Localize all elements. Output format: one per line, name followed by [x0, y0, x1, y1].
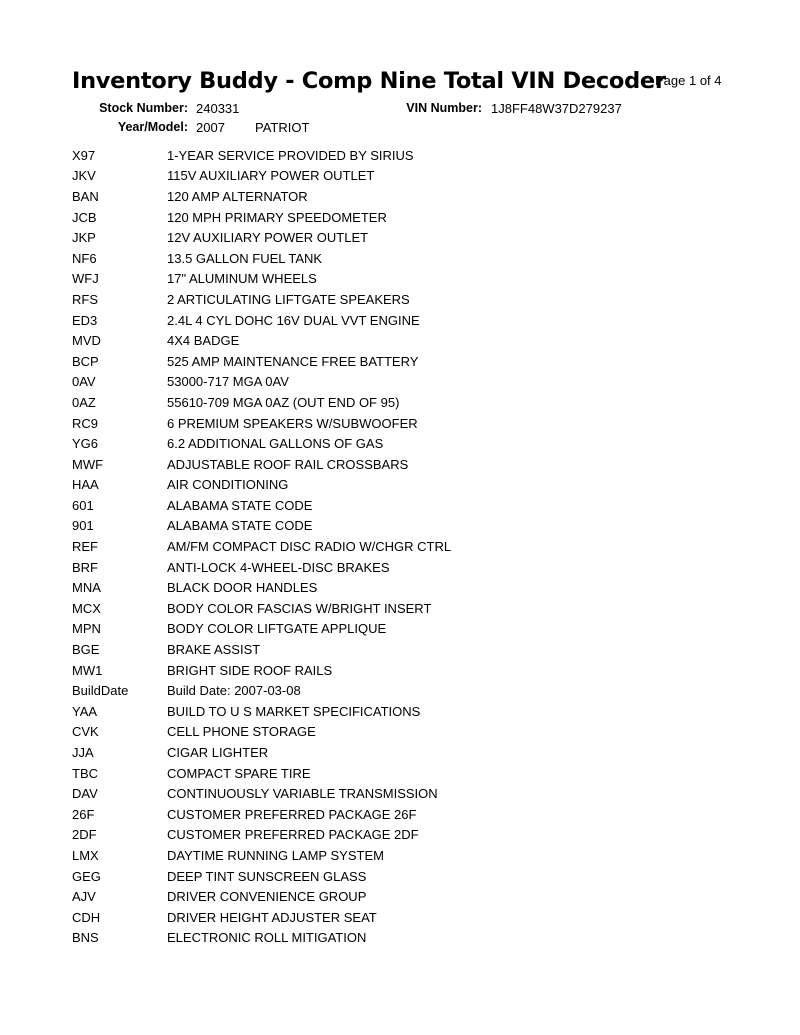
- option-description: ALABAMA STATE CODE: [167, 497, 313, 513]
- option-row: [72, 330, 451, 351]
- option-row: [72, 269, 451, 290]
- option-row: [72, 372, 451, 393]
- option-description: BLACK DOOR HANDLES: [167, 580, 318, 596]
- option-code: BRF: [72, 559, 98, 575]
- option-description: ALABAMA STATE CODE: [167, 518, 313, 534]
- option-code: MPN: [72, 621, 101, 637]
- option-description: 53000-717 MGA 0AV: [167, 374, 289, 390]
- option-code: BAN: [72, 188, 99, 204]
- option-description: BODY COLOR LIFTGATE APPLIQUE: [167, 621, 387, 637]
- option-row: [72, 145, 451, 166]
- option-row: [72, 495, 451, 516]
- option-description: BUILD TO U S MARKET SPECIFICATIONS: [167, 703, 421, 719]
- option-code-list: [72, 145, 451, 948]
- vin-number-value: 1J8FF48W37D279237: [491, 101, 622, 116]
- option-code: REF: [72, 539, 98, 555]
- option-description: 55610-709 MGA 0AZ (OUT END OF 95): [167, 394, 400, 410]
- document-title: Inventory Buddy - Comp Nine Total VIN Decoder: [72, 68, 666, 94]
- option-code: DAV: [72, 786, 98, 802]
- option-code: WFJ: [72, 271, 99, 287]
- option-row: [72, 289, 451, 310]
- option-code: RFS: [72, 291, 98, 307]
- option-code: MCX: [72, 600, 101, 616]
- option-row: [72, 516, 451, 537]
- option-row: [72, 536, 451, 557]
- option-description: 2 ARTICULATING LIFTGATE SPEAKERS: [167, 291, 410, 307]
- option-code: MVD: [72, 333, 101, 349]
- option-code: CVK: [72, 724, 99, 740]
- option-code: BNS: [72, 930, 99, 946]
- option-code: 601: [72, 497, 94, 513]
- option-row: [72, 351, 451, 372]
- option-code: 0AV: [72, 374, 96, 390]
- option-row: [72, 227, 451, 248]
- stock-number-value: 240331: [196, 101, 240, 116]
- option-description: 17" ALUMINUM WHEELS: [167, 271, 317, 287]
- option-description: CUSTOMER PREFERRED PACKAGE 26F: [167, 806, 417, 822]
- option-row: [72, 866, 451, 887]
- option-code: BCP: [72, 353, 99, 369]
- option-code: JKV: [72, 168, 96, 184]
- option-description: 1-YEAR SERVICE PROVIDED BY SIRIUS: [167, 147, 414, 163]
- option-code: LMX: [72, 847, 99, 863]
- option-description: DRIVER CONVENIENCE GROUP: [167, 889, 367, 905]
- option-description: DEEP TINT SUNSCREEN GLASS: [167, 868, 367, 884]
- option-row: [72, 310, 451, 331]
- year-value: 2007: [196, 120, 225, 135]
- option-code: JJA: [72, 745, 94, 761]
- option-code: YAA: [72, 703, 98, 719]
- option-description: BRAKE ASSIST: [167, 642, 261, 658]
- option-description: COMPACT SPARE TIRE: [167, 765, 311, 781]
- option-code: CDH: [72, 909, 101, 925]
- option-description: ELECTRONIC ROLL MITIGATION: [167, 930, 367, 946]
- option-row: [72, 886, 451, 907]
- option-description: 2.4L 4 CYL DOHC 16V DUAL VVT ENGINE: [167, 312, 420, 328]
- option-description: DRIVER HEIGHT ADJUSTER SEAT: [167, 909, 377, 925]
- option-row: [72, 660, 451, 681]
- option-row: [72, 722, 451, 743]
- option-description: AIR CONDITIONING: [167, 477, 289, 493]
- option-row: [72, 639, 451, 660]
- option-row: [72, 413, 451, 434]
- option-code: MNA: [72, 580, 101, 596]
- option-code: NF6: [72, 250, 97, 266]
- model-value: PATRIOT: [255, 120, 310, 135]
- option-code: 901: [72, 518, 94, 534]
- option-row: [72, 742, 451, 763]
- option-code: YG6: [72, 436, 99, 452]
- option-description: BODY COLOR FASCIAS W/BRIGHT INSERT: [167, 600, 432, 616]
- option-code: GEG: [72, 868, 101, 884]
- option-row: [72, 433, 451, 454]
- option-description: CIGAR LIGHTER: [167, 745, 269, 761]
- option-description: 12V AUXILIARY POWER OUTLET: [167, 230, 369, 246]
- option-row: [72, 475, 451, 496]
- option-description: 6 PREMIUM SPEAKERS W/SUBWOOFER: [167, 415, 418, 431]
- option-code: RC9: [72, 415, 99, 431]
- option-description: 120 AMP ALTERNATOR: [167, 188, 308, 204]
- option-row: [72, 392, 451, 413]
- option-description: BRIGHT SIDE ROOF RAILS: [167, 662, 333, 678]
- option-code: AJV: [72, 889, 96, 905]
- option-code: BGE: [72, 642, 100, 658]
- option-row: [72, 186, 451, 207]
- option-description: 6.2 ADDITIONAL GALLONS OF GAS: [167, 436, 384, 452]
- option-row: [72, 577, 451, 598]
- option-row: [72, 454, 451, 475]
- option-code: JKP: [72, 230, 96, 246]
- option-code: 0AZ: [72, 394, 96, 410]
- option-code: X97: [72, 147, 96, 163]
- option-description: DAYTIME RUNNING LAMP SYSTEM: [167, 847, 384, 863]
- option-description: ANTI-LOCK 4-WHEEL-DISC BRAKES: [167, 559, 390, 575]
- option-row: [72, 763, 451, 784]
- option-description: CONTINUOUSLY VARIABLE TRANSMISSION: [167, 786, 438, 802]
- option-row: [72, 701, 451, 722]
- option-code: ED3: [72, 312, 98, 328]
- vin-number-label: VIN Number:: [406, 101, 482, 115]
- option-row: [72, 680, 451, 701]
- option-row: [72, 928, 451, 949]
- option-row: [72, 907, 451, 928]
- option-description: 4X4 BADGE: [167, 333, 240, 349]
- option-code: 2DF: [72, 827, 97, 843]
- option-row: [72, 557, 451, 578]
- option-row: [72, 804, 451, 825]
- option-row: [72, 845, 451, 866]
- page-number: Page 1 of 4: [655, 73, 722, 88]
- option-row: [72, 166, 451, 187]
- option-description: Build Date: 2007-03-08: [167, 683, 301, 699]
- option-description: 120 MPH PRIMARY SPEEDOMETER: [167, 209, 387, 225]
- option-description: 13.5 GALLON FUEL TANK: [167, 250, 323, 266]
- option-description: CELL PHONE STORAGE: [167, 724, 316, 740]
- option-row: [72, 619, 451, 640]
- option-row: [72, 783, 451, 804]
- year-model-label: Year/Model:: [117, 120, 188, 134]
- option-description: 115V AUXILIARY POWER OUTLET: [167, 168, 375, 184]
- option-row: [72, 248, 451, 269]
- option-code: BuildDate: [72, 683, 129, 699]
- option-code: TBC: [72, 765, 98, 781]
- option-description: ADJUSTABLE ROOF RAIL CROSSBARS: [167, 456, 409, 472]
- option-code: HAA: [72, 477, 99, 493]
- option-code: 26F: [72, 806, 95, 822]
- option-row: [72, 598, 451, 619]
- option-code: MW1: [72, 662, 103, 678]
- option-description: AM/FM COMPACT DISC RADIO W/CHGR CTRL: [167, 539, 452, 555]
- option-row: [72, 207, 451, 228]
- option-description: 525 AMP MAINTENANCE FREE BATTERY: [167, 353, 419, 369]
- option-description: CUSTOMER PREFERRED PACKAGE 2DF: [167, 827, 419, 843]
- option-row: [72, 825, 451, 846]
- option-code: JCB: [72, 209, 97, 225]
- stock-number-label: Stock Number:: [99, 101, 188, 115]
- option-code: MWF: [72, 456, 104, 472]
